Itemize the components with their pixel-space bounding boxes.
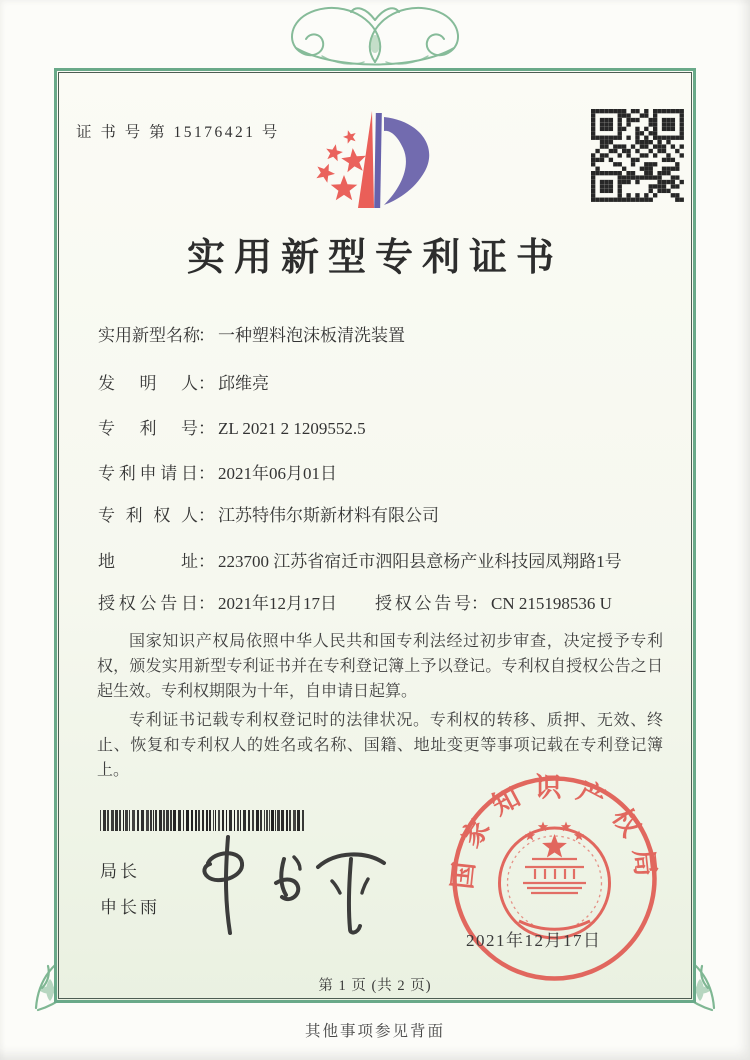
field-label: 实用新型名称 <box>98 326 200 345</box>
page-number: 第 1 页 (共 2 页) <box>318 978 432 994</box>
field-value: 2021年12月17日 <box>218 594 337 613</box>
field-label: 授权公告号 <box>375 594 471 613</box>
field-value: 2021年06月01日 <box>218 464 337 483</box>
field-row-name <box>98 321 673 347</box>
official-seal-icon <box>447 771 662 986</box>
field-label: 授权公告日 <box>98 594 198 613</box>
body-paragraph-2: 专利证书记载专利权登记时的法律状况。专利权的转移、质押、无效、终止、恢复和专利权人的姓名或名称、国籍、地址变更等事项记载在专利登记簿上。 <box>97 712 663 779</box>
field-row-patentee <box>98 501 673 527</box>
seal-emblem-gate <box>523 859 586 893</box>
body-paragraph-1: 国家知识产权局依照中华人民共和国专利法经过初步审查，决定授予专利权，颁发实用新型专利证书并在专利登记簿上予以登记。专利权自授权公告之日起生效。专利权期限为十年，自申请日起算。 <box>97 633 663 700</box>
field-grant-number <box>375 589 612 614</box>
field-value: 一种塑料泡沫板清洗装置 <box>218 326 405 345</box>
field-row-filing-date <box>98 459 673 485</box>
field-label: 专利权人 <box>98 506 198 525</box>
qr-code-icon <box>591 109 684 202</box>
legal-text <box>97 629 663 787</box>
certificate-title: 实用新型专利证书 <box>186 237 563 279</box>
seal-date: 2021年12月17日 <box>466 931 602 950</box>
field-colon: ： <box>198 326 215 345</box>
field-colon: ： <box>198 464 215 483</box>
field-colon: ： <box>198 594 215 613</box>
cnipa-logo-icon <box>298 103 450 215</box>
field-label: 专利号 <box>98 419 198 438</box>
field-colon: ： <box>198 374 215 393</box>
field-row-grant-date <box>98 589 673 615</box>
field-value: ZL 2021 2 1209552.5 <box>218 419 366 438</box>
field-label: 专利申请日 <box>98 464 198 483</box>
field-label: 发明人 <box>98 374 198 393</box>
barcode-icon <box>100 809 312 832</box>
commissioner-title: 局长 <box>100 862 140 881</box>
logo-stars <box>316 130 366 200</box>
field-colon: ： <box>198 552 215 571</box>
field-value: 江苏特伟尔斯新材料有限公司 <box>218 506 439 525</box>
handwritten-signature-icon <box>188 833 398 938</box>
field-row-patent-number <box>98 414 673 440</box>
seal-text: 国家知识产权局 <box>447 772 662 891</box>
field-label: 地址 <box>98 552 198 571</box>
field-row-address <box>98 547 673 573</box>
field-value: CN 215198536 U <box>491 594 612 613</box>
commissioner-name: 申长雨 <box>100 898 160 917</box>
back-side-note: 其他事项参见背面 <box>304 1023 445 1040</box>
field-colon: ： <box>471 594 488 613</box>
certificate-number: 证 书 号 第 15176421 号 <box>76 124 280 141</box>
ornament-top-garland <box>256 0 494 72</box>
field-value: 223700 江苏省宿迁市泗阳县意杨产业科技园凤翔路1号 <box>218 552 622 571</box>
field-colon: ： <box>198 506 215 525</box>
field-row-inventor <box>98 369 673 395</box>
field-colon: ： <box>198 419 215 438</box>
field-value: 邱维亮 <box>218 374 269 393</box>
